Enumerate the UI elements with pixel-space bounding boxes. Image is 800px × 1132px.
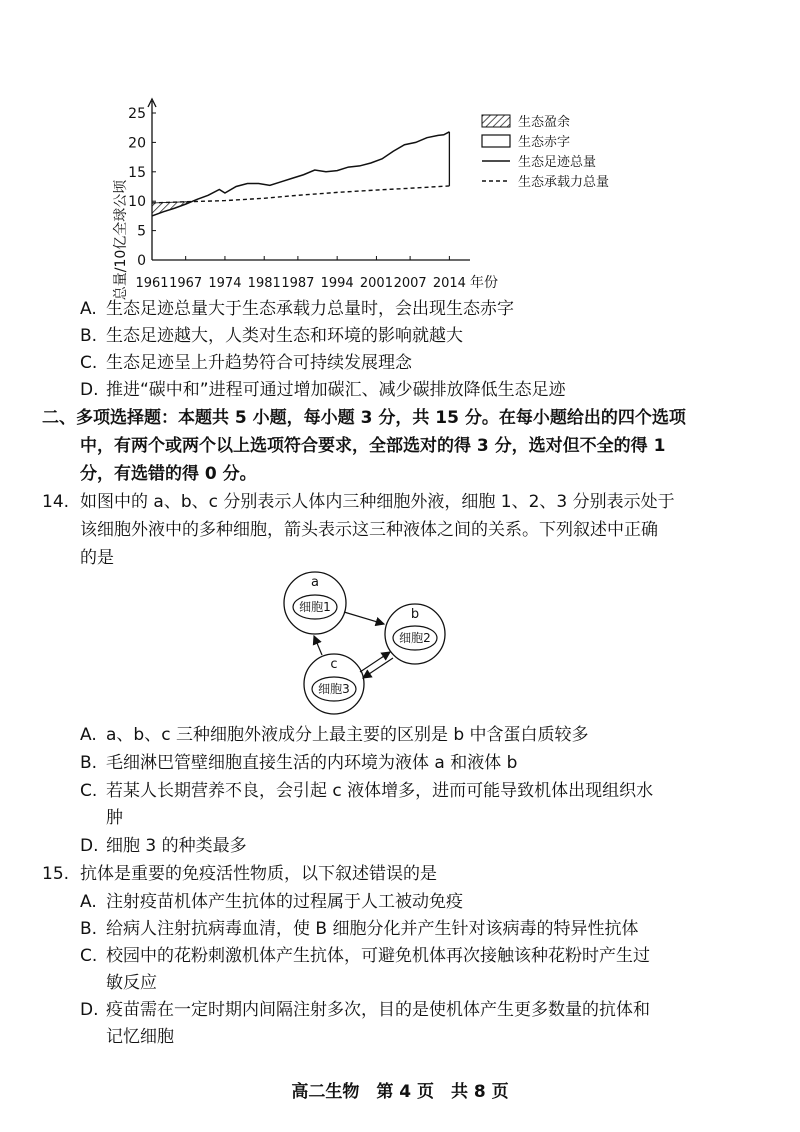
section2-line1: 二、多项选择题：本题共 5 小题，每小题 3 分，共 15 分。在每小题给出的四个选项: [42, 408, 686, 428]
cell-1-label: 细胞1: [299, 600, 331, 614]
legend-label-surplus: 生态盈余: [518, 115, 571, 130]
q15-option-c: [80, 944, 650, 968]
x-axis-label: 年份: [470, 275, 498, 291]
option-letter: B.: [80, 753, 98, 773]
q15-option-b: [80, 917, 638, 941]
y-tick-label: 25: [128, 106, 146, 122]
x-tick-label: 2001: [359, 276, 393, 291]
option-letter: D.: [80, 836, 99, 856]
fluid-b-label: b: [410, 607, 420, 622]
x-tick-label: 1961: [135, 276, 169, 291]
cell-3-label: 细胞3: [318, 682, 350, 696]
eco-footprint-chart: [100, 95, 640, 300]
legend-swatch-surplus: [482, 115, 510, 127]
arrow-b-to-c: [363, 658, 393, 678]
q13-option-a: [80, 297, 514, 321]
option-letter: B.: [80, 326, 98, 346]
q14-stem-line2: 该细胞外液中的多种细胞，箭头表示这三种液体之间的关系。下列叙述中正确: [80, 520, 658, 540]
capacity-line: [152, 186, 449, 203]
x-tick-label: 2007: [393, 276, 427, 291]
x-tick-label: 1974: [208, 276, 242, 291]
y-tick-label: 20: [128, 135, 146, 152]
y-tick-label: 10: [128, 194, 146, 211]
option-letter: D.: [80, 380, 99, 400]
x-tick-label: 1967: [169, 276, 203, 291]
q14-stem-line3: 的是: [80, 548, 114, 568]
arrow-c-to-b: [360, 652, 390, 672]
body-fluid-diagram: [270, 568, 480, 718]
option-letter: A.: [80, 892, 97, 912]
section2-line3: 分，有选错的得 0 分。: [80, 464, 257, 484]
q14-stem-line1: 如图中的 a、b、c 分别表示人体内三种细胞外液，细胞 1、2、3 分别表示处于: [80, 492, 675, 512]
section2-line2: 中，有两个或两个以上选项符合要求，全部选对的得 3 分，选对但不全的得 1: [80, 436, 666, 456]
option-text: 毛细淋巴管壁细胞直接生活的内环境为液体 a 和液体 b: [106, 753, 518, 773]
option-text: 细胞 3 的种类最多: [106, 836, 247, 856]
q14-option-c: [80, 779, 653, 803]
option-text: 生态足迹总量大于生态承载力总量时，会出现生态赤字: [106, 299, 514, 319]
option-letter: A.: [80, 725, 97, 745]
legend-label-footprint: 生态足迹总量: [518, 155, 597, 170]
q15-number: 15.: [42, 864, 70, 884]
q14-option-a: [80, 723, 589, 747]
legend-label-deficit: 生态赤字: [518, 135, 571, 150]
arrow-a-to-b: [344, 612, 384, 624]
q13-option-c: [80, 351, 412, 375]
q15-option-d-cont: 记忆细胞: [106, 1027, 174, 1047]
arrow-c-to-a: [314, 636, 322, 655]
option-text: 生态足迹呈上升趋势符合可持续发展理念: [106, 353, 412, 373]
fluid-a-label: a: [311, 575, 319, 590]
legend-label-capacity: 生态承载力总量: [518, 175, 610, 190]
option-text: a、b、c 三种细胞外液成分上最主要的区别是 b 中含蛋白质较多: [106, 725, 589, 745]
axes: [148, 99, 470, 260]
y-tick-label: 15: [128, 164, 146, 181]
y-tick-label: 0: [137, 253, 146, 269]
option-letter: D.: [80, 1000, 99, 1020]
option-text: 校园中的花粉刺激机体产生抗体，可避免机体再次接触该种花粉时产生过: [106, 946, 650, 966]
legend-swatch-deficit: [482, 135, 510, 147]
cell-2-label: 细胞2: [399, 631, 431, 645]
y-tick-label: 5: [137, 223, 146, 240]
q13-option-b: [80, 324, 463, 348]
option-letter: C.: [80, 353, 98, 373]
fluid-c: [304, 654, 364, 714]
option-text: 若某人长期营养不良，会引起 c 液体增多，进而可能导致机体出现组织水: [106, 781, 654, 801]
q15-option-d: [80, 998, 650, 1022]
legend: [482, 114, 609, 190]
series-lines: [152, 132, 449, 216]
x-tick-label: 1981: [247, 276, 281, 291]
option-text: 疫苗需在一定时期内间隔注射多次，目的是使机体产生更多数量的抗体和: [106, 1000, 650, 1020]
fluid-a: [284, 572, 346, 634]
option-text: 给病人注射抗病毒血清，使 B 细胞分化并产生针对该病毒的特异性抗体: [106, 919, 639, 939]
option-letter: B.: [80, 919, 98, 939]
option-text: 推进“碳中和”进程可通过增加碳汇、减少碳排放降低生态足迹: [106, 380, 566, 400]
x-tick-label: 1987: [281, 276, 315, 291]
option-text: 生态足迹越大，人类对生态和环境的影响就越大: [106, 326, 463, 346]
q14-number: 14.: [42, 492, 70, 512]
q15-option-a: [80, 890, 463, 914]
x-tick-label: 1994: [320, 276, 354, 291]
option-letter: C.: [80, 781, 98, 801]
footprint-line: [152, 132, 449, 216]
fluid-b: [385, 604, 445, 664]
q14-option-d: [80, 834, 247, 858]
y-axis-label: 总量/10亿全球公顷: [113, 179, 129, 300]
q15-option-c-cont: 敏反应: [106, 973, 157, 993]
option-letter: A.: [80, 299, 97, 319]
q15-stem: 抗体是重要的免疫活性物质，以下叙述错误的是: [80, 864, 437, 884]
option-text: 注射疫苗机体产生抗体的过程属于人工被动免疫: [106, 892, 463, 912]
page-footer: 高二生物 第 4 页 共 8 页: [291, 1082, 509, 1102]
fluid-c-label: c: [330, 657, 338, 672]
q14-option-c-cont: 肿: [106, 808, 123, 828]
q13-option-d: [80, 378, 566, 402]
x-tick-labels: [135, 256, 465, 291]
x-tick-label: 2014: [432, 276, 466, 291]
option-letter: C.: [80, 946, 98, 966]
q14-option-b: [80, 751, 517, 775]
